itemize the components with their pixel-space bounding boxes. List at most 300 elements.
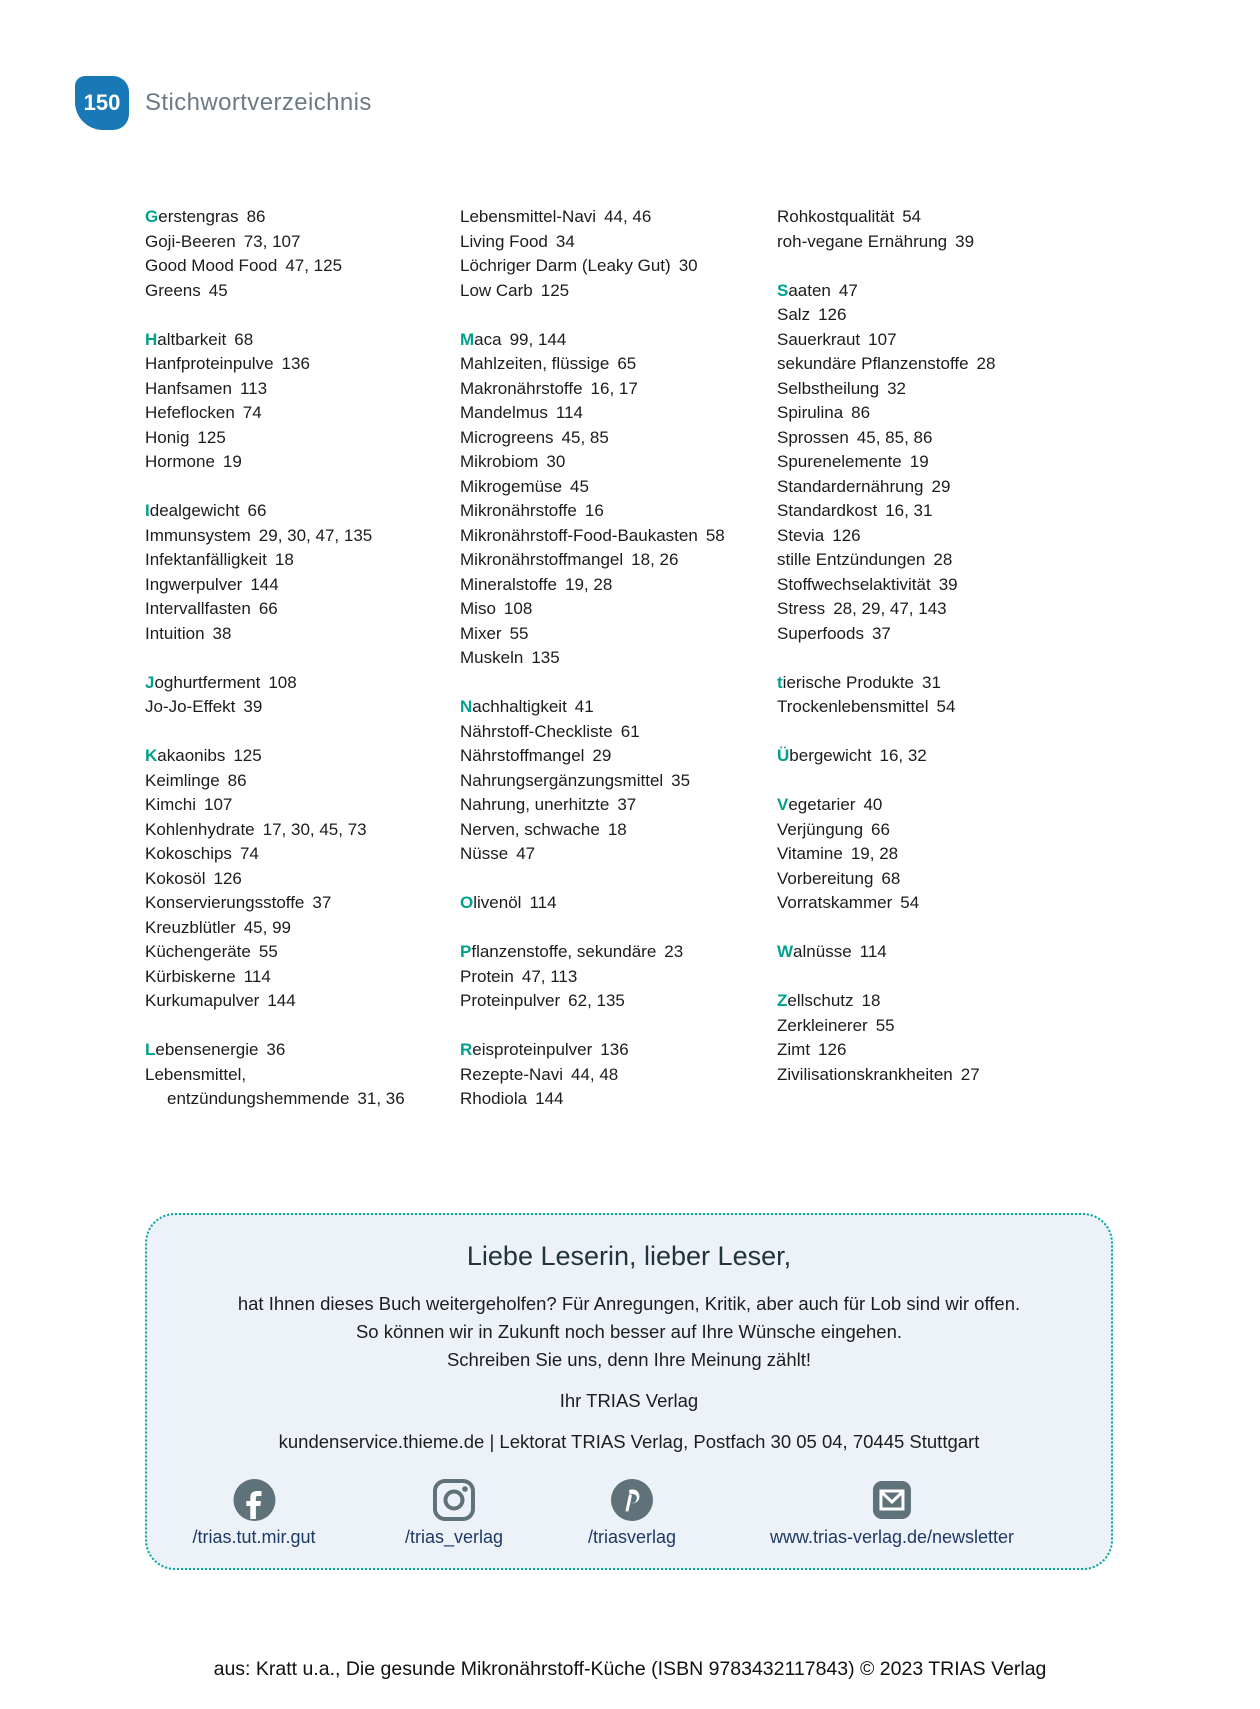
index-entry: [145, 916, 457, 941]
page-numbers: 86: [227, 770, 247, 790]
index-term: Nachhaltigkeit: [460, 697, 567, 716]
index-entry: [777, 695, 1089, 720]
index-term: Proteinpulver: [460, 991, 561, 1010]
index-group: [460, 328, 772, 671]
index-entry: [777, 303, 1089, 328]
accent-letter: P: [460, 942, 472, 961]
index-term: Standardkost: [777, 501, 878, 520]
index-term: Honig: [145, 427, 190, 447]
index-column-1: [145, 205, 457, 1136]
page-numbers: 23: [664, 942, 684, 961]
feedback-signature: Ihr TRIAS Verlag: [559, 1390, 699, 1411]
page-numbers: 39: [938, 574, 958, 594]
index-term: Standardernährung: [777, 476, 924, 496]
index-group: [460, 205, 772, 303]
index-entry: [145, 622, 457, 647]
page-numbers: 47, 113: [521, 966, 578, 986]
page-numbers: 47: [838, 280, 858, 300]
index-entry: [460, 475, 772, 500]
facebook-link[interactable]: [192, 1477, 315, 1548]
index-term: Nährstoffmangel: [460, 746, 585, 765]
index-entry: [145, 965, 457, 990]
page-numbers: 114: [243, 966, 271, 986]
index-term: Vitamine: [777, 844, 843, 863]
page-numbers: 17, 30, 45, 73: [262, 819, 367, 839]
index-term: Lebensmittel-Navi: [460, 207, 597, 226]
index-term: Protein: [460, 966, 514, 986]
page-numbers: 45: [208, 280, 228, 300]
index-term: Miso: [460, 599, 496, 618]
index-entry: [777, 842, 1089, 867]
page-numbers: 125: [233, 746, 262, 765]
page-numbers: 108: [503, 599, 533, 618]
page-numbers: 36: [266, 1040, 286, 1059]
index-term: Infektanfälligkeit: [145, 550, 267, 569]
page-numbers: 38: [212, 623, 232, 643]
index-entry: [777, 597, 1089, 622]
accent-letter: H: [145, 329, 158, 349]
index-group: [777, 940, 1089, 965]
page-numbers: 74: [242, 403, 262, 422]
index-entry: [145, 744, 457, 769]
index-entry: [460, 793, 772, 818]
index-term: Vorratskammer: [777, 893, 893, 912]
index-entry: [145, 499, 457, 524]
index-entry: [777, 475, 1089, 500]
page-numbers: 40: [863, 795, 883, 814]
accent-letter: K: [145, 746, 158, 765]
page-numbers: 16: [584, 501, 604, 520]
index-entry: [777, 377, 1089, 402]
index-term: Selbstheilung: [777, 378, 880, 398]
index-term: Zivilisationskrankheiten: [777, 1064, 953, 1084]
index-entry: [145, 597, 457, 622]
index-entry: [777, 548, 1089, 573]
page-numbers: 29: [592, 746, 612, 765]
page-numbers: 55: [509, 623, 529, 643]
instagram-link[interactable]: [405, 1477, 503, 1548]
page-numbers: 45: [570, 476, 589, 496]
index-entry: [145, 1038, 457, 1063]
index-term: Spirulina: [777, 403, 844, 422]
index-term: Stoffwechselaktivität: [777, 574, 931, 594]
index-entry: [145, 524, 457, 549]
index-term: Sauerkraut: [777, 329, 861, 349]
index-term: Küchengeräte: [145, 942, 251, 961]
page-numbers: 37: [871, 623, 891, 643]
index-entry: [460, 205, 772, 230]
index-term: Ingwerpulver: [145, 574, 243, 594]
index-term: Greens: [145, 280, 201, 300]
index-term: Good Mood Food: [145, 256, 278, 275]
index-term: entzündungshemmende: [167, 1089, 350, 1108]
index-entry: [145, 352, 457, 377]
index-term: Nüsse: [460, 844, 509, 863]
index-entry: [145, 230, 457, 255]
index-term: Walnüsse: [777, 942, 852, 961]
index-term: Saaten: [777, 280, 831, 300]
index-entry: [777, 426, 1089, 451]
page-numbers: 113: [239, 378, 268, 398]
social-links-row: [147, 1477, 1111, 1567]
index-entry: [777, 1038, 1089, 1063]
index-term: Mikronährstoffmangel: [460, 550, 624, 569]
index-group: [460, 1038, 772, 1112]
index-entry: [460, 842, 772, 867]
index-term: Makronährstoffe: [460, 378, 583, 398]
page-numbers: 86: [851, 403, 871, 422]
index-entry: [460, 230, 772, 255]
index-entry: [460, 328, 772, 353]
page-numbers: 108: [268, 672, 297, 692]
index-term: Kakaonibs: [145, 746, 226, 765]
index-entry: [460, 940, 772, 965]
index-entry: [460, 744, 772, 769]
page-number-badge: [75, 76, 129, 130]
page-numbers: 136: [281, 354, 310, 373]
index-term: Kohlenhydrate: [145, 819, 255, 839]
index-entry: [460, 254, 772, 279]
index-entry: [777, 205, 1089, 230]
feedback-line: Schreiben Sie uns, denn Ihre Meinung zählt!: [446, 1349, 812, 1370]
page-numbers: 19, 28: [565, 574, 613, 594]
accent-letter: M: [460, 329, 475, 349]
index-entry: [777, 450, 1089, 475]
index-term: Pflanzenstoffe, sekundäre: [460, 942, 657, 961]
index-term: Muskeln: [460, 648, 524, 667]
index-group: [145, 1038, 457, 1112]
index-entry: [460, 965, 772, 990]
index-group: [145, 744, 457, 1014]
index-group: [145, 328, 457, 475]
page-numbers: 44, 46: [604, 207, 652, 226]
page-numbers: 16, 32: [879, 746, 927, 765]
index-group: [145, 205, 457, 303]
index-term: Microgreens: [460, 427, 554, 447]
index-term: Intuition: [145, 623, 205, 643]
index-entry: [460, 622, 772, 647]
index-entry: [145, 377, 457, 402]
index-term: Vegetarier: [777, 795, 856, 814]
index-entry: [145, 1087, 457, 1112]
index-term: Spurenelemente: [777, 452, 902, 471]
index-group: [460, 891, 772, 916]
accent-letter: G: [145, 207, 159, 226]
page-numbers: 144: [250, 574, 279, 594]
index-entry: [460, 695, 772, 720]
index-entry: [777, 573, 1089, 598]
index-term: Kurkumapulver: [145, 991, 260, 1010]
index-column-2: [460, 205, 772, 1136]
index-term: Joghurtferment: [145, 672, 261, 692]
instagram-icon: [431, 1477, 477, 1523]
page-numbers: 54: [936, 697, 956, 716]
index-entry: [777, 230, 1089, 255]
index-term: Gerstengras: [145, 207, 239, 226]
index-term: Stevia: [777, 525, 825, 545]
index-term: Lebensenergie: [145, 1040, 259, 1059]
page-numbers: 54: [902, 207, 922, 226]
index-term: Sprossen: [777, 427, 849, 447]
index-term: roh-vegane Ernährung: [777, 231, 948, 251]
index-term: Zellschutz: [777, 991, 854, 1010]
page-numbers: 44, 48: [571, 1064, 619, 1084]
page-numbers: 86: [246, 207, 266, 226]
page-numbers: 62, 135: [568, 991, 625, 1010]
index-term: Keimlinge: [145, 770, 220, 790]
index-entry: [777, 671, 1089, 696]
page-numbers: 65: [617, 354, 637, 373]
page-numbers: 39: [955, 231, 975, 251]
index-group: [777, 279, 1089, 647]
page-numbers: 144: [535, 1089, 564, 1108]
page-numbers: 45, 99: [243, 917, 291, 937]
index-entry: [145, 695, 457, 720]
index-term: Kimchi: [145, 795, 197, 814]
newsletter-icon: [869, 1477, 915, 1523]
index-term: Nährstoff-Checkliste: [460, 721, 613, 741]
index-entry: [460, 401, 772, 426]
index-entry: [145, 573, 457, 598]
index-entry: [777, 1063, 1089, 1088]
newsletter-link[interactable]: [770, 1477, 1014, 1548]
index-term: Olivenöl: [460, 893, 522, 912]
page-numbers: 55: [875, 1015, 895, 1035]
index-entry: [777, 818, 1089, 843]
index-group: [777, 989, 1089, 1087]
page-numbers: 28: [976, 354, 996, 373]
pinterest-icon: [609, 1477, 655, 1523]
index-entry: [777, 891, 1089, 916]
facebook-handle: /trias.tut.mir.gut: [192, 1527, 316, 1547]
index-term: Nahrungsergänzungsmittel: [460, 770, 664, 790]
page-numbers: 126: [832, 525, 861, 545]
page-numbers: 19: [909, 452, 929, 471]
index-group: [460, 695, 772, 867]
index-entry: [777, 279, 1089, 304]
index-entry: [145, 940, 457, 965]
index-entry: [460, 279, 772, 304]
page-numbers: 16, 17: [590, 378, 638, 398]
page-numbers: 61: [620, 721, 640, 741]
accent-letter: I: [145, 501, 150, 520]
index-term: tierische Produkte: [777, 672, 915, 692]
page-numbers: 27: [960, 1064, 980, 1084]
index-term: Nerven, schwache: [460, 819, 600, 839]
page-numbers: 68: [234, 329, 254, 349]
index-group: [777, 744, 1089, 769]
accent-letter: t: [777, 672, 783, 692]
page-numbers: 68: [881, 868, 901, 888]
accent-letter: Ü: [777, 746, 790, 765]
index-term: Mikrogemüse: [460, 476, 563, 496]
index-entry: [460, 646, 772, 671]
index-term: Kreuzblütler: [145, 917, 236, 937]
index-entry: [460, 989, 772, 1014]
page-numbers: 126: [818, 1040, 847, 1059]
index-term: Rohkostqualität: [777, 207, 895, 226]
page-numbers: 47, 125: [285, 256, 343, 275]
page-numbers: 35: [671, 770, 691, 790]
reader-feedback-box: [145, 1213, 1113, 1570]
page-numbers: 37: [617, 795, 637, 814]
accent-letter: R: [460, 1040, 473, 1059]
index-entry: [460, 1038, 772, 1063]
page-numbers: 114: [529, 893, 557, 912]
index-entry: [145, 205, 457, 230]
page-numbers: 34: [555, 231, 575, 251]
page-numbers: 107: [204, 795, 233, 814]
feedback-line: hat Ihnen dieses Buch weitergeholfen? Für Anregungen, Kritik, aber auch für Lob sind wir offen.: [237, 1293, 1021, 1314]
page-numbers: 29: [931, 476, 951, 496]
page-numbers: 55: [258, 942, 278, 961]
index-group: [145, 671, 457, 720]
page-numbers: 45, 85: [561, 427, 609, 447]
index-term: Mahlzeiten, flüssige: [460, 354, 610, 373]
page-numbers: 66: [871, 819, 890, 839]
index-term: Immunsystem: [145, 525, 251, 545]
page-numbers: 19, 28: [850, 844, 899, 863]
index-term: Idealgewicht: [145, 501, 240, 520]
page-numbers: 125: [540, 280, 570, 300]
index-entry: [460, 1063, 772, 1088]
index-term: Mikrobiom: [460, 452, 539, 471]
page-numbers: 32: [887, 378, 906, 398]
index-term: Low Carb: [460, 280, 533, 300]
page-numbers: 58: [705, 525, 725, 545]
accent-letter: Z: [777, 991, 788, 1010]
page-numbers: 47: [516, 844, 536, 863]
accent-letter: O: [460, 893, 474, 912]
page-numbers: 126: [818, 305, 847, 324]
index-term: Nahrung, unerhitzte: [460, 795, 610, 814]
index-term: Hefeflocken: [145, 403, 235, 422]
accent-letter: V: [777, 795, 789, 814]
index-entry: [145, 328, 457, 353]
index-term: Kokosöl: [145, 868, 206, 888]
index-term: Goji-Beeren: [145, 231, 236, 251]
instagram-handle: /trias_verlag: [404, 1527, 504, 1547]
page-numbers: 30: [546, 452, 566, 471]
index-term: Salz: [777, 305, 811, 324]
index-term: Rezepte-Navi: [460, 1064, 563, 1084]
index-entry: [145, 450, 457, 475]
page-numbers: 126: [213, 868, 242, 888]
index-entry: [145, 401, 457, 426]
index-entry: [145, 793, 457, 818]
page-numbers: 39: [243, 697, 263, 716]
index-entry: [460, 818, 772, 843]
index-entry: [777, 793, 1089, 818]
index-entry: [777, 940, 1089, 965]
index-term: Haltbarkeit: [145, 329, 227, 349]
index-entry: [460, 524, 772, 549]
index-entry: [460, 499, 772, 524]
index-entry: [777, 989, 1089, 1014]
index-group: [777, 793, 1089, 916]
index-group: [777, 671, 1089, 720]
page-numbers: 114: [555, 403, 583, 422]
index-term: Rhodiola: [460, 1089, 528, 1108]
page-numbers: 99, 144: [509, 329, 567, 349]
index-entry: [460, 720, 772, 745]
page-numbers: 125: [197, 427, 226, 447]
index-entry: [460, 450, 772, 475]
index-entry: [145, 989, 457, 1014]
index-entry: [777, 867, 1089, 892]
index-term: Maca: [460, 329, 502, 349]
index-term: Verjüngung: [777, 819, 864, 839]
pinterest-handle: /triasverlag: [587, 1527, 677, 1547]
index-entry: [777, 622, 1089, 647]
index-term: Jo-Jo-Effekt: [145, 697, 236, 716]
index-term: Übergewicht: [777, 746, 872, 765]
page-numbers: 31: [922, 672, 941, 692]
index-entry: [460, 426, 772, 451]
page-numbers: 41: [574, 697, 594, 716]
index-term: Konservierungsstoffe: [145, 893, 305, 912]
pinterest-link[interactable]: [588, 1477, 676, 1548]
index-group: [460, 940, 772, 1014]
index-term: sekundäre Pflanzenstoffe: [777, 354, 969, 373]
index-entry: [145, 867, 457, 892]
index-term: Hanfsamen: [145, 378, 232, 398]
index-entry: [777, 401, 1089, 426]
index-entry: [145, 426, 457, 451]
index-term: Mikronährstoffe: [460, 501, 577, 520]
page-numbers: 66: [258, 599, 278, 618]
page-numbers: 37: [312, 893, 332, 912]
index-term: Zerkleinerer: [777, 1015, 868, 1035]
index-term: Mikronährstoff-Food-Baukasten: [460, 525, 698, 545]
page-numbers: 114: [859, 942, 887, 961]
index-entry: [777, 524, 1089, 549]
index-group: [777, 205, 1089, 254]
page-numbers: 144: [267, 991, 296, 1010]
feedback-contact: kundenservice.thieme.de | Lektorat TRIAS Verlag, Postfach 30 05 04, 70445 Stuttgart: [278, 1431, 980, 1452]
index-entry: [460, 1087, 772, 1112]
feedback-title: Liebe Leserin, lieber Leser,: [466, 1241, 792, 1271]
index-term: Hormone: [145, 452, 215, 471]
index-entry: [145, 891, 457, 916]
accent-letter: L: [145, 1040, 156, 1059]
index-term: Zimt: [777, 1040, 811, 1059]
page-numbers: 73, 107: [243, 231, 301, 251]
accent-letter: N: [460, 697, 473, 716]
index-entry: [460, 597, 772, 622]
index-term: Kokoschips: [145, 844, 232, 863]
page-number: 150: [83, 90, 121, 115]
index-term: stille Entzündungen: [777, 550, 926, 569]
index-entry: [777, 352, 1089, 377]
page-numbers: 107: [868, 329, 897, 349]
page-numbers: 136: [600, 1040, 629, 1059]
index-term: Lebensmittel,: [145, 1064, 247, 1084]
index-term: Mineralstoffe: [460, 574, 558, 594]
index-term: Vorbereitung: [777, 868, 874, 888]
page-numbers: 54: [900, 893, 920, 912]
page-numbers: 29, 30, 47, 135: [258, 525, 373, 545]
feedback-line: So können wir in Zukunft noch besser auf Ihre Wünsche eingehen.: [355, 1321, 903, 1342]
index-entry: [777, 1014, 1089, 1039]
index-entry: [145, 254, 457, 279]
page-numbers: 18: [274, 550, 294, 569]
index-entry: [460, 352, 772, 377]
index-entry: [460, 891, 772, 916]
index-column-3: [777, 205, 1089, 1112]
page-numbers: 45, 85, 86: [856, 427, 933, 447]
accent-letter: J: [145, 672, 155, 692]
